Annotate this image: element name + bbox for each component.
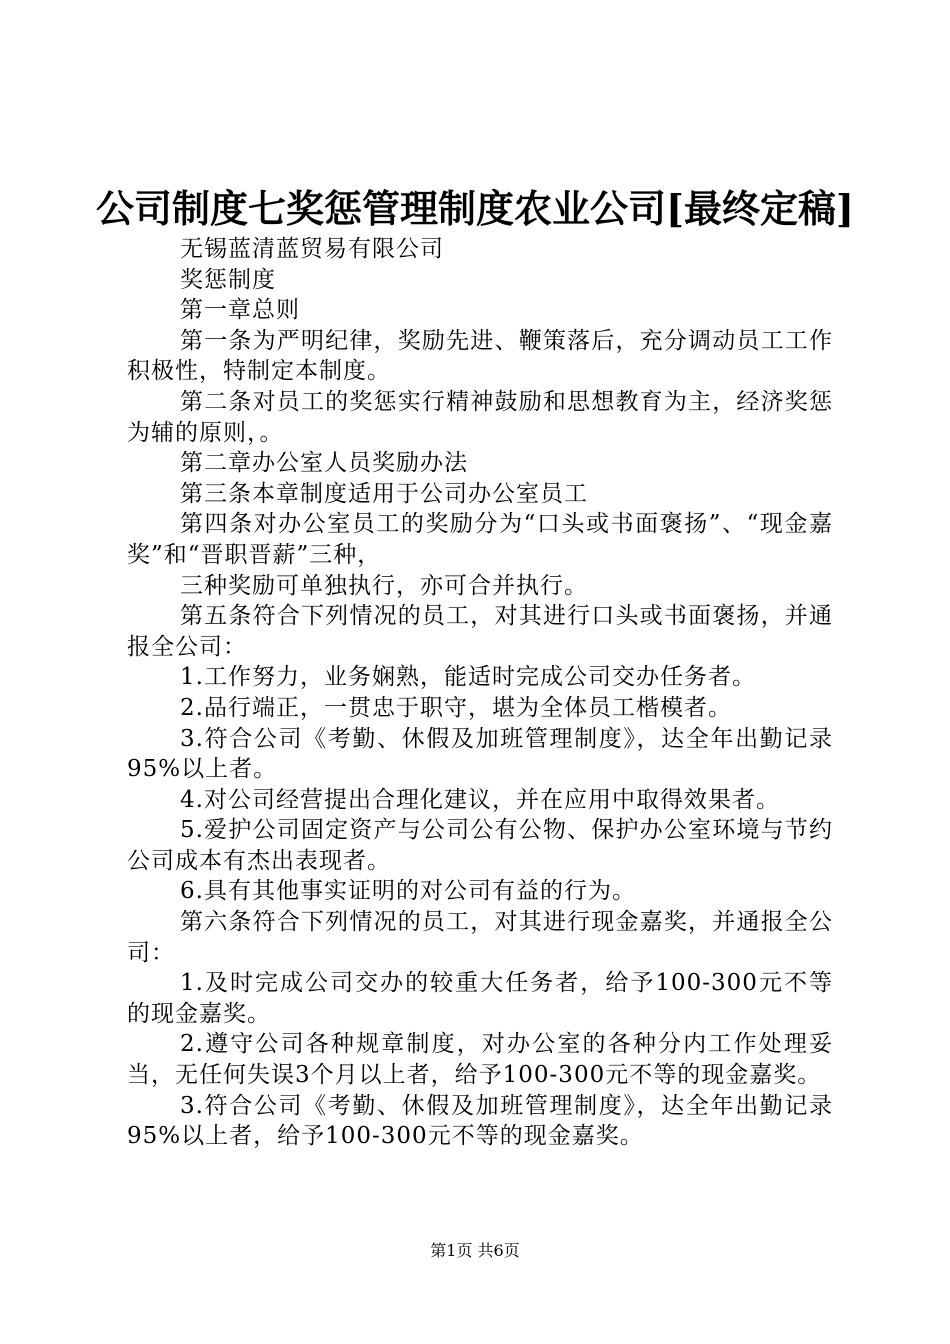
- paragraph-company-name: 无锡蓝清蓝贸易有限公司: [180, 236, 444, 262]
- list-item: 1.及时完成公司交办的较重大任务者，给予100-300元不等的现金嘉奖。: [127, 970, 833, 1027]
- paragraph-article-4-note: 三种奖励可单独执行，亦可合并执行。: [180, 572, 588, 599]
- document-title: 公司制度七奖惩管理制度农业公司[最终定稿]: [96, 186, 854, 231]
- paragraph-article-3: 第三条本章制度适用于公司办公室员工: [180, 480, 588, 507]
- paragraph-article-1: 第一条为严明纪律，奖励先进、鞭策落后，充分调动员工工作积极性，特制定本制度。: [127, 327, 833, 385]
- paragraph-article-4: 第四条对办公室员工的奖励分为“口头或书面褒扬”、“现金嘉奖”和“晋职晋薪”三种，: [127, 511, 833, 568]
- list-item: 1.工作努力，业务娴熟，能适时完成公司交办任务者。: [180, 664, 756, 691]
- paragraph-article-2: 第二条对员工的奖惩实行精神鼓励和思想教育为主，经济奖惩为辅的原则，。: [127, 388, 833, 446]
- paragraph-chapter-2: 第二章办公室人员奖励办法: [180, 450, 468, 477]
- list-item: 3.符合公司《考勤、休假及加班管理制度》，达全年出勤记录95%以上者，给予100-300元不等的现金嘉奖。: [127, 1092, 833, 1150]
- document-body: [127, 234, 833, 1152]
- paragraph-section-heading: 奖惩制度: [180, 266, 276, 293]
- list-item: 3.符合公司《考勤、休假及加班管理制度》，达全年出勤记录95%以上者。: [127, 725, 833, 783]
- list-item: 6.具有其他事实证明的对公司有益的行为。: [180, 878, 636, 905]
- page-footer: 第1页 共6页: [430, 1241, 520, 1260]
- list-item: 2.遵守公司各种规章制度，对办公室的各种分内工作处理妥当，无任何失误3个月以上者，给予100-300元不等的现金嘉奖。: [127, 1031, 833, 1089]
- paragraph-article-6: 第六条符合下列情况的员工，对其进行现金嘉奖，并通报全公司：: [127, 909, 833, 966]
- list-item: 4.对公司经营提出合理化建议，并在应用中取得效果者。: [180, 786, 780, 813]
- list-item: 5.爱护公司固定资产与公司公有公物、保护办公室环境与节约公司成本有杰出表现者。: [127, 817, 833, 874]
- paragraph-article-5: 第五条符合下列情况的员工，对其进行口头或书面褒扬，并通报全公司：: [127, 603, 833, 660]
- list-item: 2.品行端正，一贯忠于职守，堪为全体员工楷模者。: [180, 694, 732, 721]
- paragraph-chapter-1: 第一章总则: [180, 297, 300, 324]
